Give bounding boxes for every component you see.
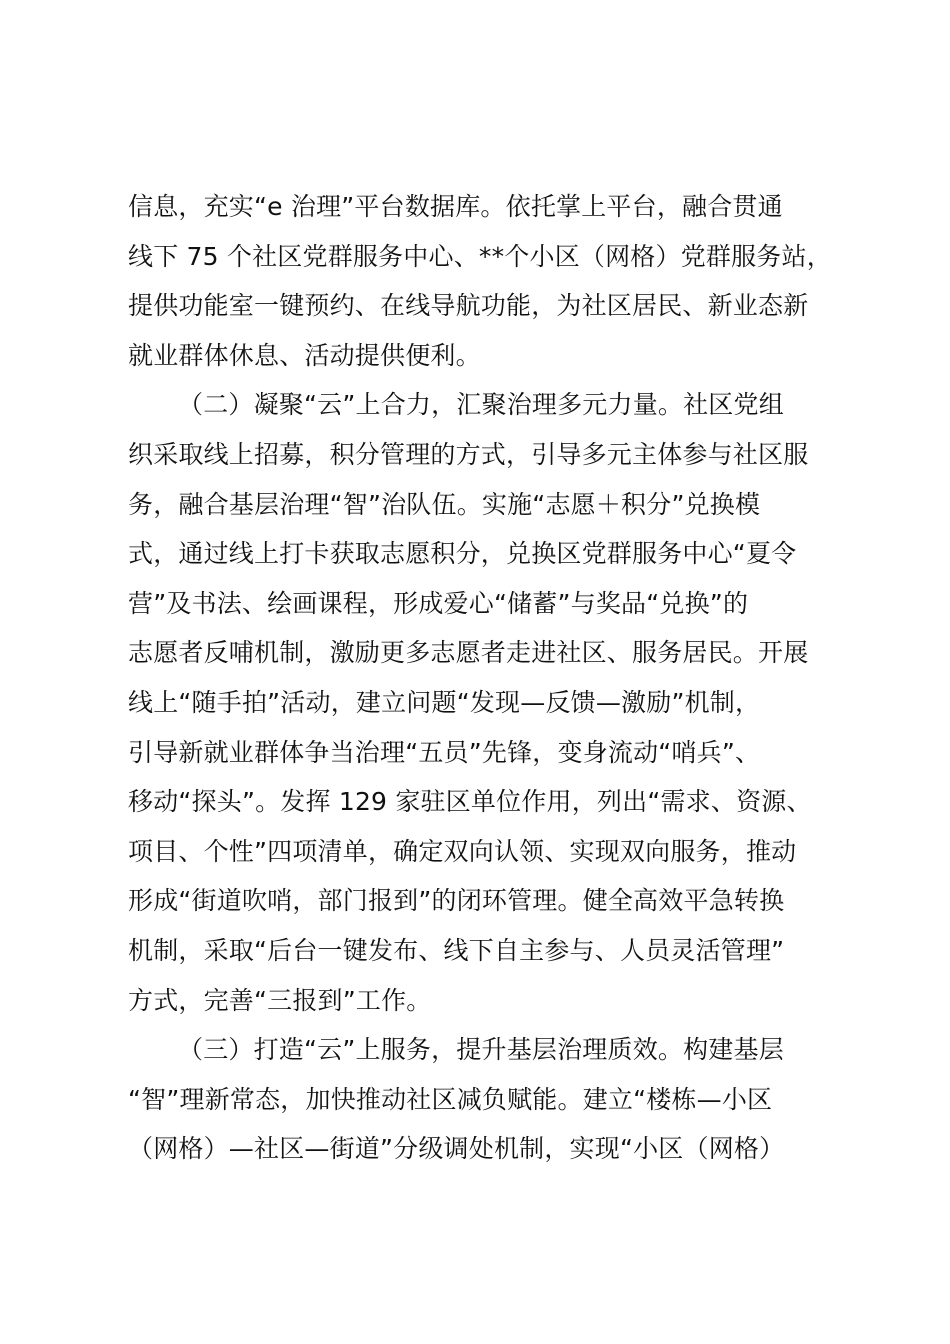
text-line: 形成“街道吹哨，部门报到”的闭环管理。健全高效平急转换	[128, 886, 785, 916]
text-line: 就业群体休息、活动提供便利。	[128, 340, 481, 370]
text-line: 项目、个性”四项清单，确定双向认领、实现双向服务，推动	[128, 836, 797, 866]
section-heading-line: （二）凝聚“云”上合力，汇聚治理多元力量。社区党组	[178, 390, 784, 420]
text-line: 提供功能室一键预约、在线导航功能，为社区居民、新业态新	[128, 291, 809, 321]
text-line: 营”及书法、绘画课程，形成爱心“储蓄”与奖品“兑换”的	[128, 588, 749, 618]
text-line: “智”理新常态，加快推动社区减负赋能。建立“楼栋—小区	[128, 1084, 773, 1114]
text-line: 务，融合基层治理“智”治队伍。实施“志愿＋积分”兑换模	[128, 489, 761, 519]
text-line: 志愿者反哺机制，激励更多志愿者走进社区、服务居民。开展	[128, 638, 809, 668]
text-line: 线下 75 个社区党群服务中心、**个小区（网格）党群服务站，	[128, 241, 832, 271]
text-line: （网格）—社区—街道”分级调处机制，实现“小区（网格）	[128, 1134, 785, 1164]
body-text	[128, 182, 868, 1174]
text-line: 织采取线上招募，积分管理的方式，引导多元主体参与社区服	[128, 439, 809, 469]
text-line: 移动“探头”。发挥 129 家驻区单位作用，列出“需求、资源、	[128, 787, 812, 817]
section-heading-line: （三）打造“云”上服务，提升基层治理质效。构建基层	[178, 1035, 784, 1065]
text-line: 线上“随手拍”活动，建立问题“发现—反馈—激励”机制，	[128, 687, 761, 717]
text-line: 机制，采取“后台一键发布、线下自主参与、人员灵活管理”	[128, 935, 785, 965]
text-line: 式，通过线上打卡获取志愿积分，兑换区党群服务中心“夏令	[128, 539, 797, 569]
text-line: 引导新就业群体争当治理“五员”先锋，变身流动“哨兵”、	[128, 737, 761, 767]
text-line: 信息，充实“e 治理”平台数据库。依托掌上平台，融合贯通	[128, 192, 783, 221]
text-line: 方式，完善“三报到”工作。	[128, 985, 432, 1015]
